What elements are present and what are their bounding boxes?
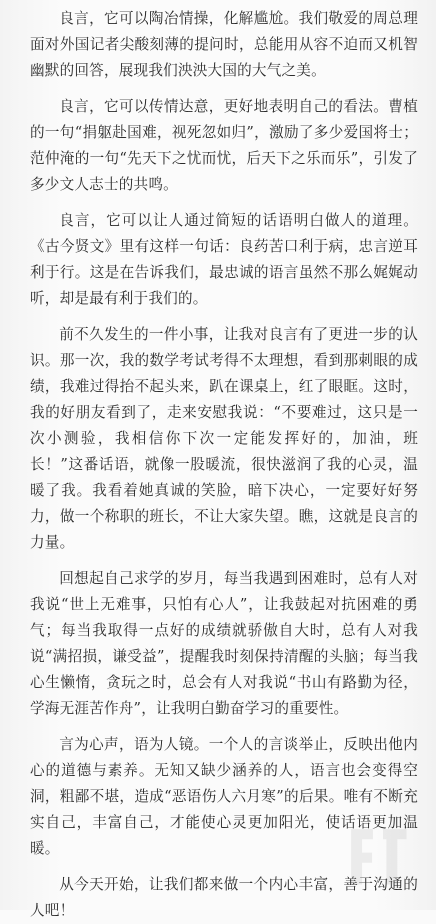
paragraph-1: 良言，它可以陶冶情操，化解尴尬。我们敬爱的周总理面对外国记者尖酸刻薄的提问时，总能用从容不迫而又机智幽默的回答，展现我们泱泱大国的大气之美。 (30, 10, 418, 79)
paragraph-3: 良言，它可以让人通过简短的话语明白做人的道理。《古今贤文》里有这样一句话：良药苦口利于病，忠言逆耳利于行。这是在告诉我们，最忠诚的语言虽然不那么娓娓动听，却是最有利于我们的。 (30, 212, 418, 307)
paragraph-5: 回想起自己求学的岁月，每当我遇到困难时，总有人对我说“世上无难事，只怕有心人”，让我鼓起对抗困难的勇气；每当我取得一点好的成绩就骄傲自大时，总有人对我说“满招损，谦受益”，提醒我时刻保持清醒的头脑；每当我心生懒惰，贪玩之时，总会有人对我说“书山有路勤为径，学海无涯苦作舟”，让我明白勤奋学习的重要性。 (30, 570, 418, 717)
paragraph-2: 良言，它可以传情达意，更好地表明自己的看法。曹植的一句“捐躯赴国难，视死忽如归”，激励了多少爱国将士；范仲淹的一句“先天下之忧而忧，后天下之乐而乐”，引发了多少文人志士的共鸣。 (30, 98, 418, 193)
paragraph-7: 从今天开始，让我们都来做一个内心丰富，善于沟通的人吧！ (30, 876, 418, 919)
paragraph-6: 言为心声，语为人镜。一个人的言谈举止，反映出他内心的道德与素养。无知又缺少涵养的人，语言也会变得空洞，粗鄙不堪，造成“恶语伤人六月寒”的后果。唯有不断充实自己，丰富自己，才能使心灵更加阳光，使话语更加温暖。 (30, 736, 418, 857)
paragraph-4: 前不久发生的一件小事，让我对良言有了更进一步的认识。那一次，我的数学考试考得不太理想，看到那刺眼的成绩，我难过得抬不起头来，趴在课桌上，红了眼眶。这时，我的好朋友看到了，走来安慰我说：“不要难过，这只是一次小测验，我相信你下次一定能发挥好的，加油，班长！”这番话语，就像一股暖流，很快滋润了我的心灵，温暖了我。我看着她真诚的笑脸，暗下决心，一定要好好努力，做一个称职的班长，不让大家失望。瞧，这就是良言的力量。 (30, 326, 418, 551)
watermark-logo-icon (336, 814, 420, 898)
